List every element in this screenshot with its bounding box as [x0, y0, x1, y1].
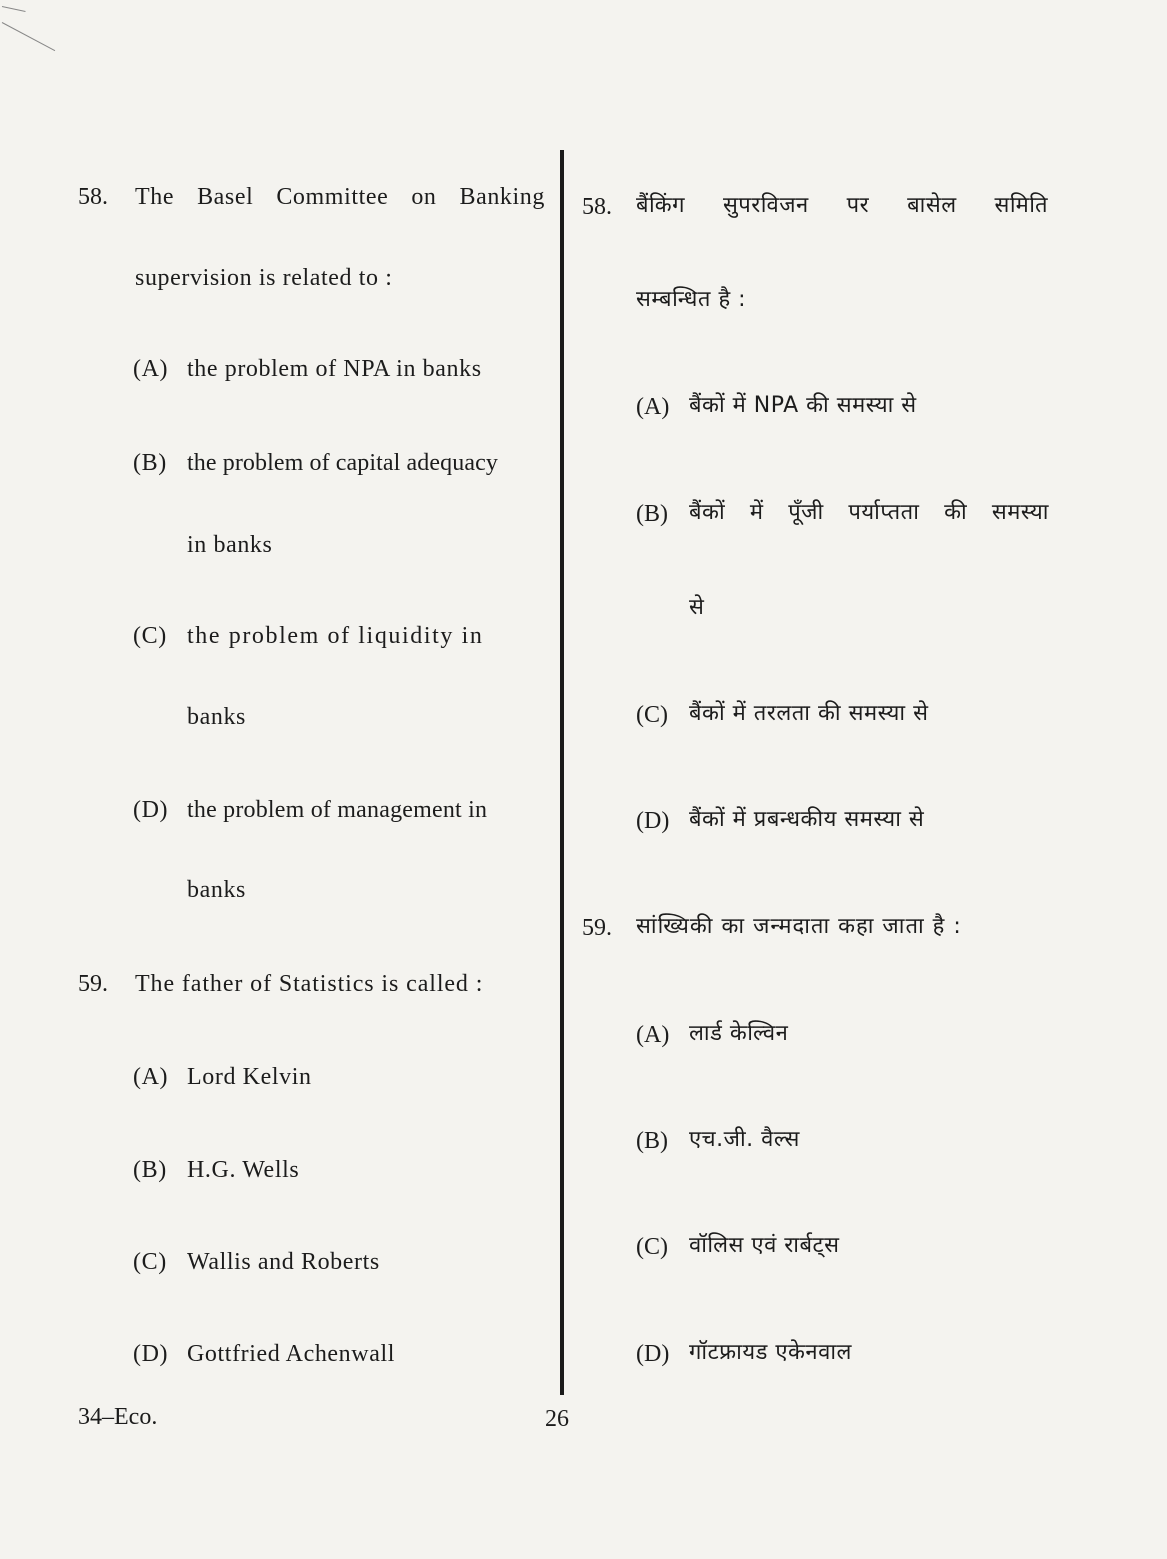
- word: Basel: [197, 184, 254, 210]
- word: पूँजी: [788, 500, 824, 525]
- q59-option-b-text-hi: एच.जी. वैल्स: [689, 1127, 800, 1152]
- q58-option-b-text-cont: in banks: [187, 532, 273, 558]
- q59-option-c-label: (C): [133, 1249, 167, 1275]
- q58-option-a-label: (A): [133, 356, 169, 382]
- q59-number-hi: 59.: [582, 915, 612, 941]
- scan-mark: [2, 22, 55, 51]
- q59-option-d-label: (D): [133, 1341, 169, 1367]
- q59-stem-hi: सांख्यिकी का जन्मदाता कहा जाता है :: [636, 914, 962, 939]
- word: की: [944, 500, 968, 525]
- q58-stem-line1: [135, 183, 545, 211]
- word: पर्याप्तता: [848, 500, 920, 525]
- q59-stem: The father of Statistics is called :: [135, 971, 484, 997]
- q59-option-d-text: Gottfried Achenwall: [187, 1341, 396, 1367]
- q59-option-d-text-hi: गॉटफ्रायड एकेनवाल: [689, 1340, 852, 1365]
- q59-number: 59.: [78, 971, 108, 997]
- page-number: 26: [545, 1406, 569, 1432]
- q58-option-d-text: the problem of management in: [187, 797, 488, 823]
- word: Banking: [459, 184, 545, 210]
- q58-stem-line1-hi: [636, 192, 1048, 220]
- word: बैंकिंग: [636, 193, 686, 218]
- q58-option-d-text-hi: बैंकों में प्रबन्धकीय समस्या से: [689, 807, 925, 832]
- q58-option-c-text-cont: banks: [187, 704, 246, 730]
- q59-option-c-label-hi: (C): [636, 1234, 668, 1260]
- word: में: [749, 500, 764, 525]
- q59-option-d-label-hi: (D): [636, 1341, 670, 1367]
- q58-number: 58.: [78, 184, 108, 210]
- word: on: [411, 184, 437, 210]
- q58-option-a-text: the problem of NPA in banks: [187, 356, 482, 382]
- word: बासेल: [907, 193, 957, 218]
- q59-option-a-label: (A): [133, 1064, 169, 1090]
- q58-option-c-label-hi: (C): [636, 702, 668, 728]
- q58-option-b-text-hi: [689, 499, 1049, 527]
- q58-option-b-label: (B): [133, 450, 167, 476]
- q58-option-a-text-hi: बैंकों में NPA की समस्या से: [689, 393, 917, 418]
- q58-option-c-text-hi: बैंकों में तरलता की समस्या से: [689, 701, 929, 726]
- q59-option-c-text: Wallis and Roberts: [187, 1249, 380, 1275]
- q58-option-d-label-hi: (D): [636, 808, 670, 834]
- q58-option-a-label-hi: (A): [636, 394, 670, 420]
- q59-option-a-text-hi: लार्ड केल्विन: [689, 1021, 789, 1046]
- word: The: [135, 184, 175, 210]
- column-divider: [560, 150, 564, 1395]
- q59-option-b-label-hi: (B): [636, 1128, 668, 1154]
- paper-code: 34–Eco.: [78, 1404, 158, 1430]
- word: समस्या: [991, 500, 1049, 525]
- word: बैंकों: [689, 500, 726, 525]
- q58-option-c-text: the problem of liquidity in: [187, 623, 484, 649]
- q58-stem-line2-hi: सम्बन्धित है :: [636, 287, 747, 312]
- q58-option-c-label: (C): [133, 623, 167, 649]
- word: सुपरविजन: [722, 193, 809, 218]
- q59-option-a-text: Lord Kelvin: [187, 1064, 312, 1090]
- q58-option-b-label-hi: (B): [636, 501, 668, 527]
- q59-option-c-text-hi: वॉलिस एवं रार्बट्स: [689, 1233, 840, 1258]
- word: समिति: [994, 193, 1048, 218]
- q58-option-d-text-cont: banks: [187, 877, 246, 903]
- word: Committee: [276, 184, 389, 210]
- q58-option-d-label: (D): [133, 797, 169, 823]
- q58-number-hi: 58.: [582, 194, 612, 220]
- q59-option-b-text: H.G. Wells: [187, 1157, 300, 1183]
- q59-option-a-label-hi: (A): [636, 1022, 670, 1048]
- q58-option-b-text: the problem of capital adequacy: [187, 450, 498, 476]
- scan-mark: [2, 6, 26, 12]
- q59-option-b-label: (B): [133, 1157, 167, 1183]
- word: पर: [846, 193, 870, 218]
- q58-stem-line2: supervision is related to :: [135, 265, 393, 291]
- q58-option-b-text-cont-hi: से: [689, 595, 705, 620]
